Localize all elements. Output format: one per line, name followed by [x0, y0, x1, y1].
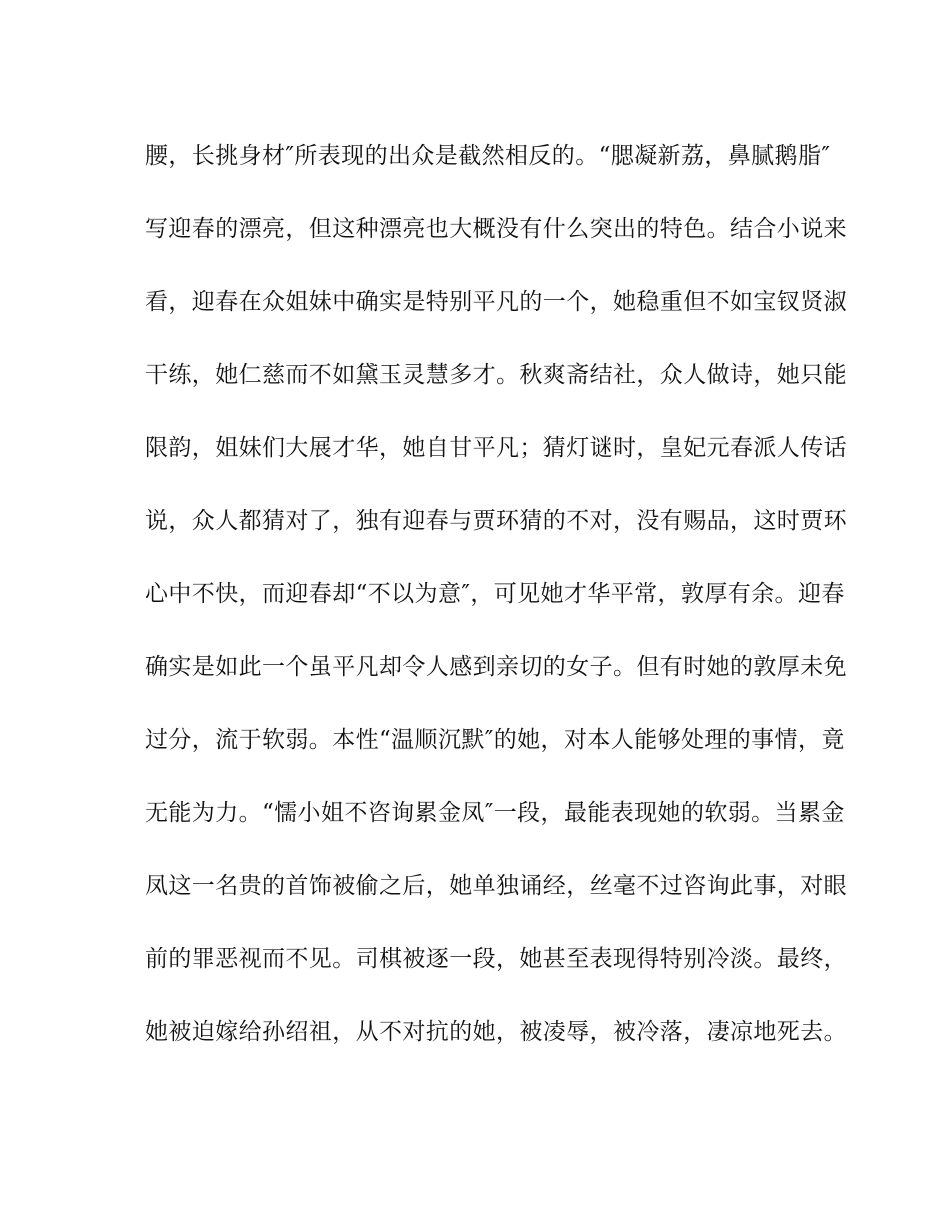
text-line-4: 干练，她仁慈而不如黛玉灵慧多才。秋爽斋结社，众人做诗，她只能	[145, 362, 847, 388]
text-line-11: 凤这一名贵的首饰被偷之后，她单独诵经，丝毫不过咨询此事，对眼	[145, 873, 847, 899]
text-line-1: 腰，长挑身材″所表现的出众是截然相反的。“腮凝新荔，鼻腻鹅脂″	[145, 143, 831, 169]
text-line-5: 限韵，姐妹们大展才华，她自甘平凡；猜灯谜时，皇妃元春派人传话	[145, 435, 847, 461]
text-line-13: 她被迫嫁给孙绍祖，从不对抗的她，被凌辱，被冷落，凄凉地死去。	[145, 1019, 847, 1045]
text-line-9: 过分，流于软弱。本性“温顺沉默″的她，对本人能够处理的事情，竟	[145, 727, 845, 753]
text-line-6: 说，众人都猜对了，独有迎春与贾环猜的不对，没有赐品，这时贾环	[145, 508, 847, 534]
text-line-7: 心中不快，而迎春却“不以为意″，可见她才华平常，敦厚有余。迎春	[145, 581, 845, 607]
body-paragraph	[145, 136, 847, 1085]
text-line-10: 无能为力。“懦小姐不咨询累金凤″一段，最能表现她的软弱。当累金	[145, 800, 845, 826]
text-line-12: 前的罪恶视而不见。司棋被逐一段，她甚至表现得特别冷淡。最终，	[145, 946, 847, 972]
text-line-3: 看，迎春在众姐妹中确实是特别平凡的一个，她稳重但不如宝钗贤淑	[145, 289, 847, 315]
text-line-8: 确实是如此一个虽平凡却令人感到亲切的女子。但有时她的敦厚未免	[145, 654, 847, 680]
text-line-2: 写迎春的漂亮，但这种漂亮也大概没有什么突出的特色。结合小说来	[145, 216, 847, 242]
